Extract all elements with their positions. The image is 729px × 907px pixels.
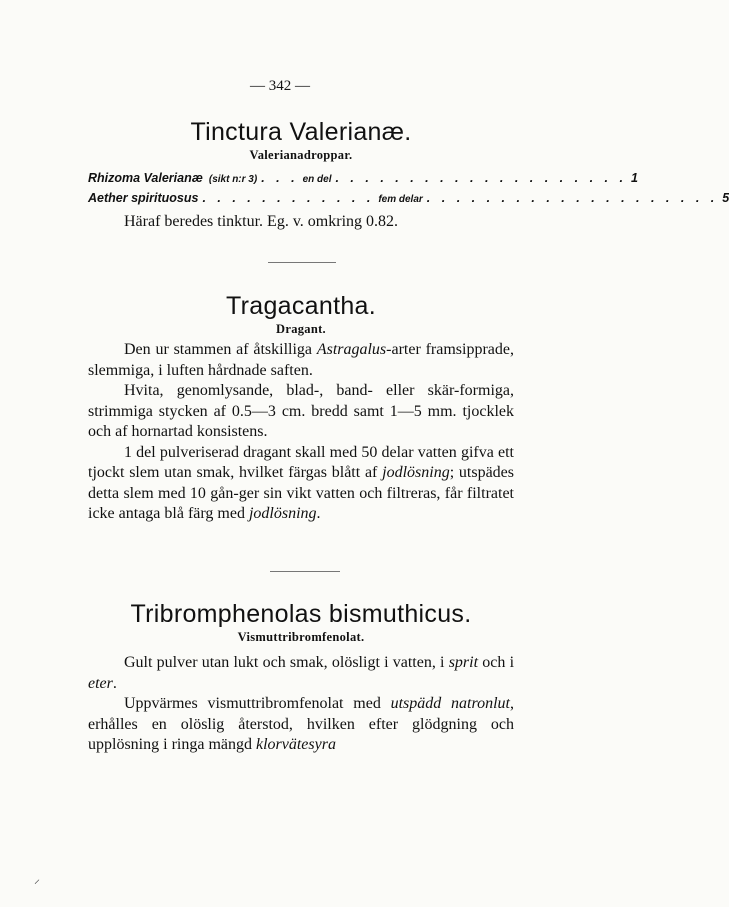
ingredient-unit: en del [302,174,332,185]
ingredient-row [88,169,638,189]
ingredient-unit: fem delar [378,194,423,205]
italic-term: Astragalus [316,341,387,358]
section-subtitle: Dragant. [276,322,326,336]
paragraph: Gult pulver utan lukt och smak, olösligt i vatten, i sprit och i eter. [88,654,515,692]
italic-term: sprit [448,654,479,671]
leader-dots: . . . . . . . . . . . . [202,191,375,205]
section-tragacantha [88,292,514,525]
page-number: — 342 — [250,78,310,94]
ingredient-note: (sikt n:r 3) [208,174,258,185]
section-tinctura-valerianae [88,118,729,233]
ingredient-name: Rhizoma Valerianæ [88,171,203,185]
italic-term: eter [88,674,113,692]
section-title: Tragacantha. [226,292,376,320]
ingredient-quantity: 1 [630,171,638,185]
paragraph: 1 del pulveriserad dragant skall med 50 delar vatten gifva ett tjockt slem utan smak, hvilket färgas blått af jodlösning; utspädes detta slem med 10 gån-ger sin vikt vatten och filtreras, får filtratet icke antaga blå färg med jodlösning. [88,443,515,522]
section-subtitle: Vismuttribromfenolat. [237,630,365,644]
section-title: Tinctura Valerianæ. [190,118,412,146]
ingredient-name: Aether spirituosus [88,191,199,205]
paragraph: Häraf beredes tinktur. Eg. v. omkring 0.82. [124,213,399,230]
ingredient-list [88,169,729,209]
italic-term: jodlösning [382,464,450,481]
italic-term: jodlösning [248,505,317,522]
leader-dots: . . . [261,171,299,185]
italic-term: utspädd natronlut [390,695,511,712]
paragraph: Den ur stammen af åtskilliga Astragalus-arter framsipprade, slemmiga, i luften hårdnade saften. [88,341,514,379]
ingredient-row [88,189,729,209]
leader-dots: . . . . . . . . . . . . . . . . . . . . [426,191,719,205]
section-divider [268,262,336,263]
paragraph: Uppvärmes vismuttribromfenolat med utspädd natronlut, erhålles en olöslig återstod, hvilken efter glödgning och upplösning i ringa mängd klorvätesyra [88,695,515,753]
paragraph: Hvita, genomlysande, blad-, band- eller skär-formiga, strimmiga stycken af 0.5—3 cm. bredd samt 1—5 mm. tjocklek och af hornartad konsistens. [88,382,514,440]
section-divider [270,571,340,572]
section-subtitle: Valerianadroppar. [249,148,353,162]
ingredient-quantity: 5 [722,191,729,205]
ink-speck: ⸝ [34,872,41,886]
leader-dots: . . . . . . . . . . . . . . . . . . . . [335,171,627,185]
section-tribromphenolas-bismuthicus [88,600,514,756]
italic-term: klorvätesyra [255,736,336,753]
section-title: Tribromphenolas bismuthicus. [130,600,472,628]
